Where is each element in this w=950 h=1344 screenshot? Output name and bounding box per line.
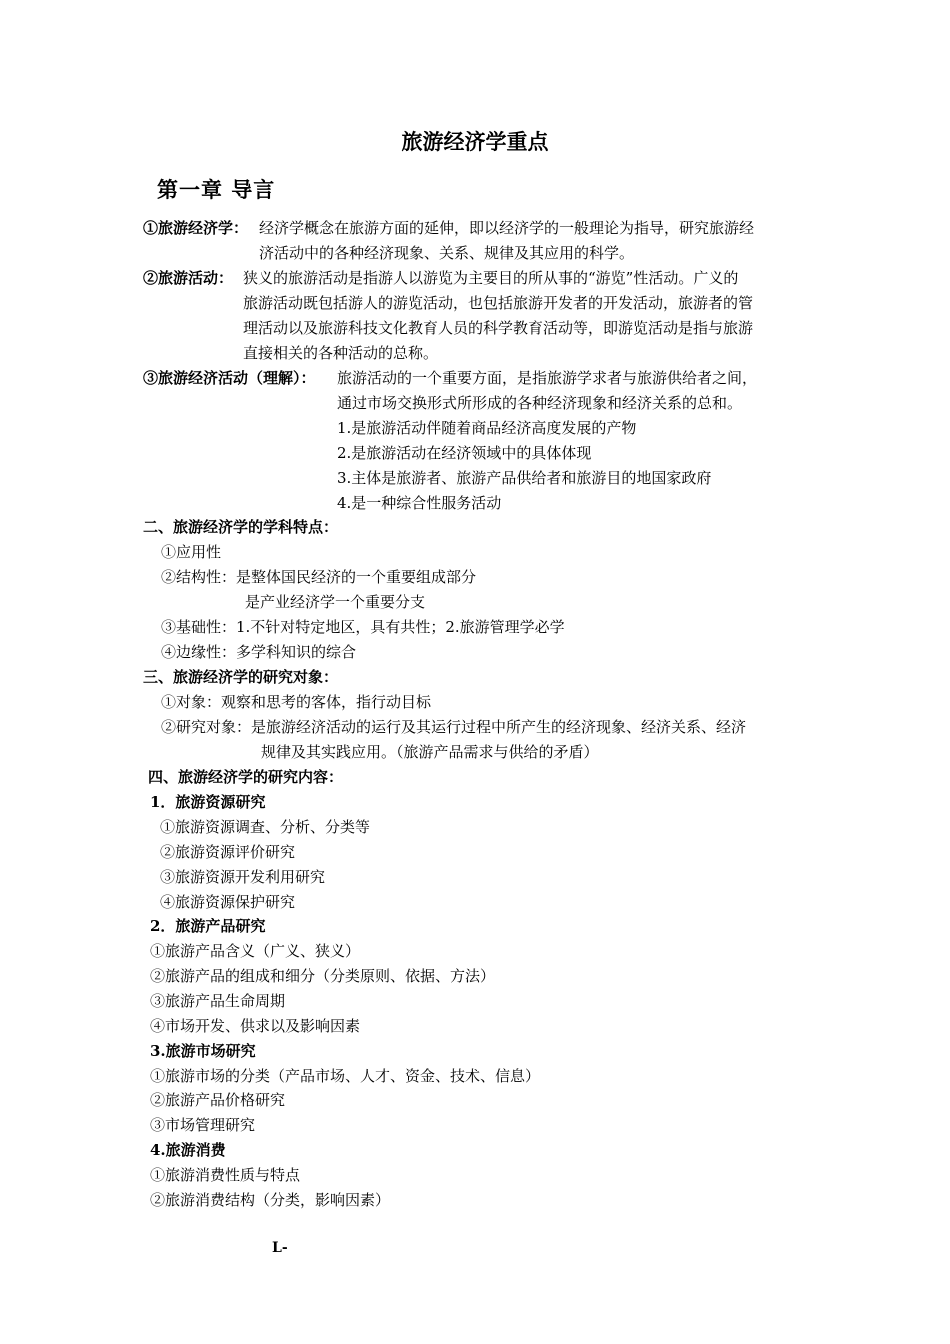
section-heading: 四、旅游经济学的研究内容： [148,768,344,786]
list-item: 1.是旅游活动伴随着商品经济高度发展的产物 [337,419,637,437]
definition-text: 旅游活动的一个重要方面，是指旅游学求者与旅游供给者之间， [337,369,758,387]
page-title: 旅游经济学重点 [401,129,549,154]
list-item: ③市场管理研究 [150,1116,256,1134]
section-heading: 二、旅游经济学的学科特点： [143,518,339,536]
page-footer-mark: L- [272,1240,288,1256]
definition-text: 经济学概念在旅游方面的延伸，即以经济学的一般理论为指导，研究旅游经 [259,219,755,237]
list-item: ③基础性：1.不针对特定地区，具有共性；2.旅游管理学必学 [161,618,565,636]
definition-label: ①旅游经济学： [143,219,249,237]
list-item: ③旅游资源开发利用研究 [160,868,326,886]
list-item: ②旅游产品的组成和细分（分类原则、依据、方法） [150,967,496,985]
list-item: ②旅游产品价格研究 [150,1091,286,1109]
list-item: ①旅游产品含义（广义、狭义） [150,942,361,960]
list-item: ①旅游资源调查、分析、分类等 [160,818,371,836]
chapter-heading: 第一章 导言 [157,177,276,202]
list-item: ②结构性：是整体国民经济的一个重要组成部分 [161,568,477,586]
list-item: 是产业经济学一个重要分支 [245,593,426,611]
subsection-heading: 1．旅游资源研究 [150,793,266,811]
definition-text: 旅游活动既包括游人的游览活动，也包括旅游开发者的开发活动，旅游者的管 [243,294,754,312]
list-item: ③旅游产品生命周期 [150,992,286,1010]
list-item: ④边缘性：多学科知识的综合 [161,643,357,661]
definition-label: ③旅游经济活动（理解）： [143,369,316,387]
section-heading: 三、旅游经济学的研究对象： [143,668,339,686]
list-item: ④旅游资源保护研究 [160,893,296,911]
subsection-heading: 2．旅游产品研究 [150,917,266,935]
list-item: 规律及其实践应用。（旅游产品需求与供给的矛盾） [261,743,599,761]
list-item: ②旅游资源评价研究 [160,843,296,861]
list-item: ①旅游消费性质与特点 [150,1166,301,1184]
list-item: 4.是一种综合性服务活动 [337,494,502,512]
list-item: ④市场开发、供求以及影响因素 [150,1017,361,1035]
definition-text: 通过市场交换形式所形成的各种经济现象和经济关系的总和。 [337,394,743,412]
list-item: ①旅游市场的分类（产品市场、人才、资金、技术、信息） [150,1067,541,1085]
definition-text: 狭义的旅游活动是指游人以游览为主要目的所从事的“游览”性活动。广义的 [243,269,739,287]
list-item: ②研究对象：是旅游经济活动的运行及其运行过程中所产生的经济现象、经济关系、经济 [161,718,747,736]
definition-text: 理活动以及旅游科技文化教育人员的科学教育活动等，即游览活动是指与旅游 [243,319,754,337]
definition-label: ②旅游活动： [143,269,234,287]
list-item: 2.是旅游活动在经济领域中的具体体现 [337,444,592,462]
subsection-heading: 4.旅游消费 [150,1141,226,1159]
list-item: 3.主体是旅游者、旅游产品供给者和旅游目的地国家政府 [337,469,712,487]
list-item: ①应用性 [161,543,222,561]
subsection-heading: 3.旅游市场研究 [150,1042,256,1060]
definition-text: 济活动中的各种经济现象、关系、规律及其应用的科学。 [259,244,635,262]
list-item: ①对象：观察和思考的客体，指行动目标 [161,693,432,711]
definition-text: 直接相关的各种活动的总称。 [243,344,439,362]
list-item: ②旅游消费结构（分类，影响因素） [150,1191,391,1209]
